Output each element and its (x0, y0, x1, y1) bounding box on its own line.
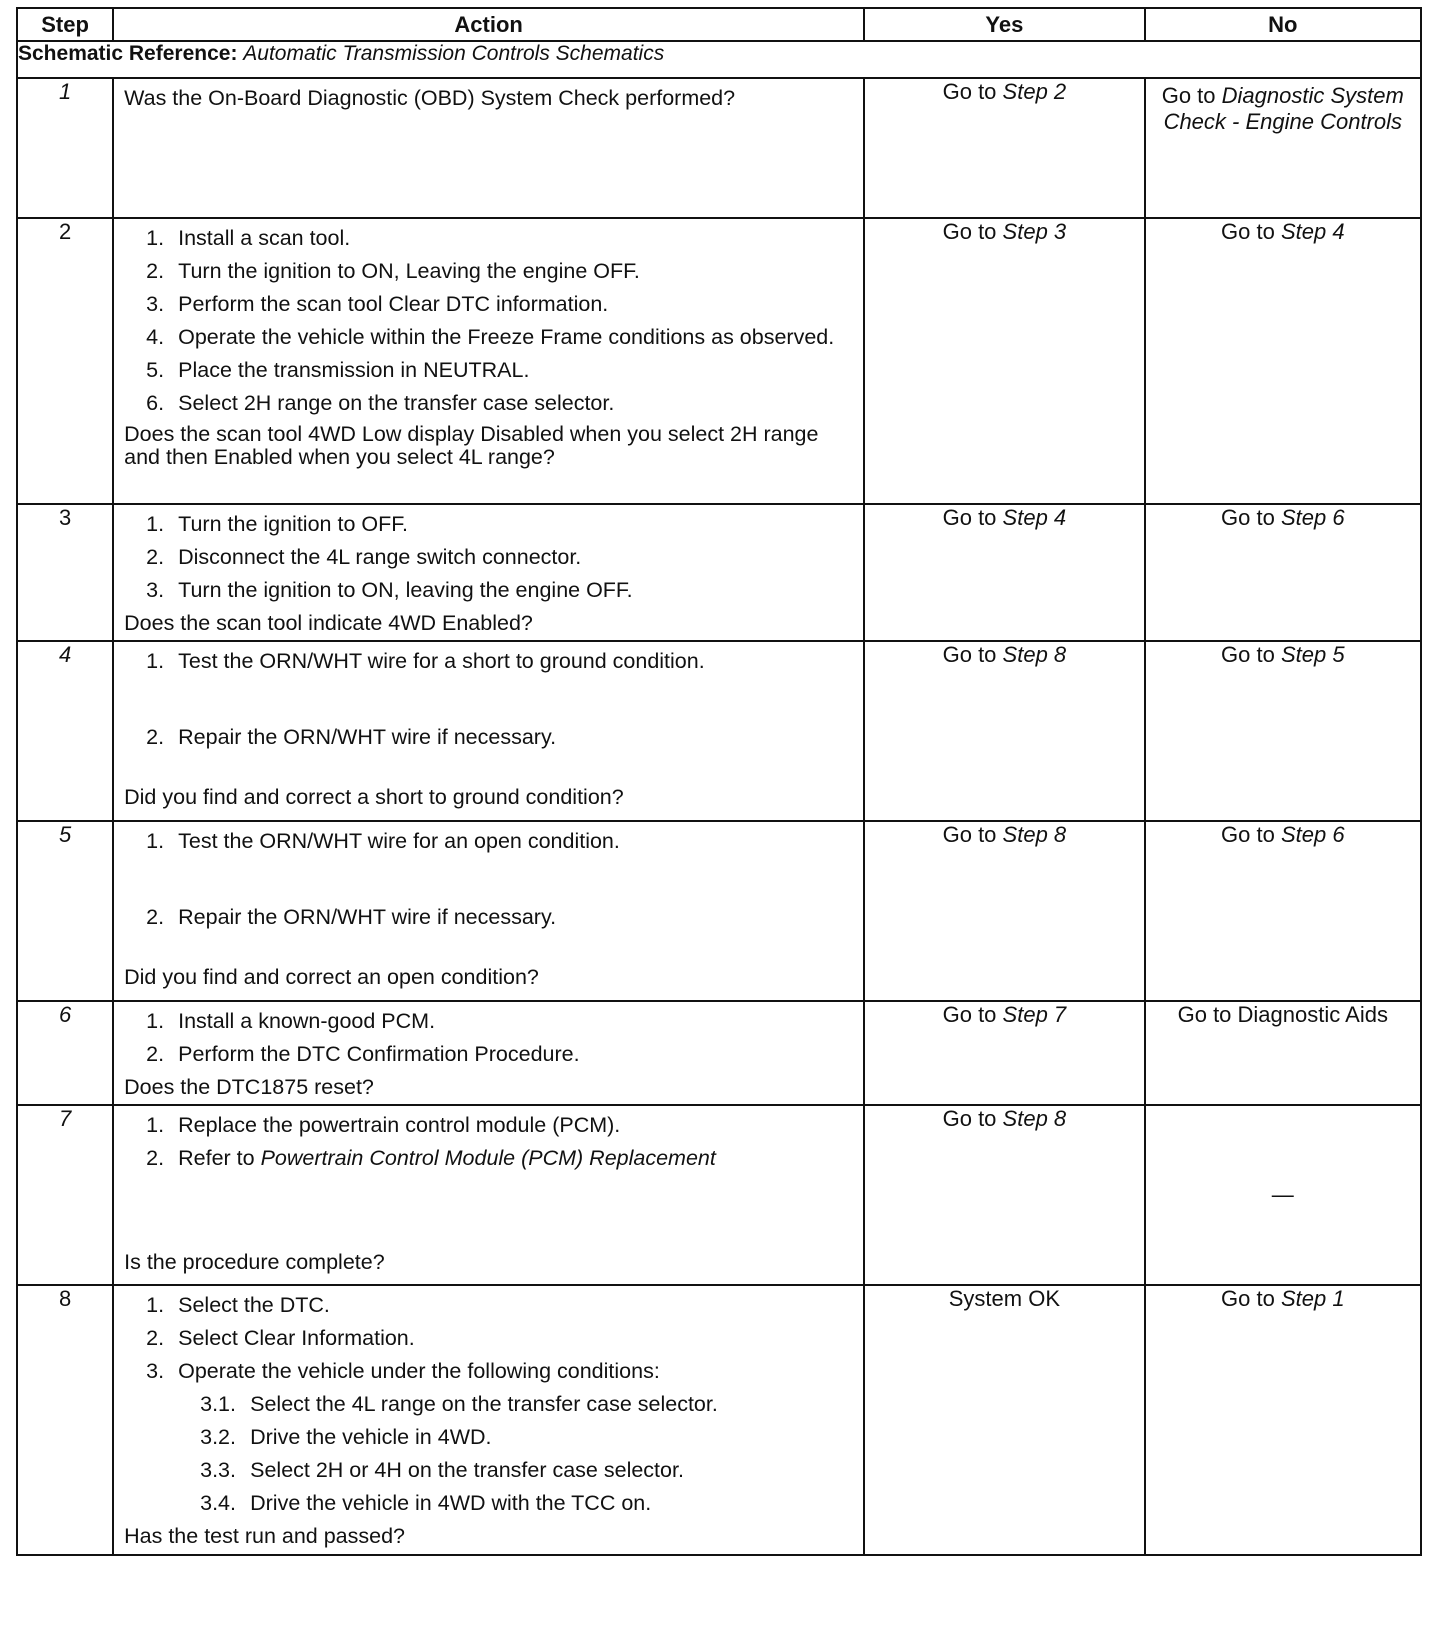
header-row (17, 8, 1421, 41)
list-item: 2. Repair the ORN/WHT wire if necessary. (146, 725, 557, 749)
yes-cell (864, 1285, 1144, 1555)
system-ok: System OK (948, 1286, 1060, 1311)
no-link[interactable]: Go to Diagnostic Aids (1177, 1002, 1388, 1027)
table-row (17, 78, 1421, 218)
yes-cell: Go to Step 7 (864, 1001, 1144, 1105)
yes-link[interactable]: Step 3 (1002, 219, 1067, 244)
no-link[interactable]: Step 6 (1280, 822, 1345, 847)
question: Does the DTC1875 reset? (124, 1075, 374, 1099)
list-item: 4. Operate the vehicle within the Freeze Frame conditions as observed. (146, 325, 835, 349)
no-cell: Go to Step 6 (1145, 504, 1421, 641)
no-cell: Go to Step 4 (1145, 218, 1421, 504)
yes-cell: Go to Step 8 (864, 641, 1144, 821)
table-row (17, 1285, 1421, 1555)
action-cell (113, 641, 864, 821)
list-item: 1. Install a known-good PCM. (146, 1009, 436, 1033)
list-item: 1. Turn the ignition to OFF. (146, 512, 408, 536)
yes-link[interactable]: Step 8 (1002, 1106, 1067, 1131)
yes-link[interactable]: Step 4 (1002, 505, 1067, 530)
schematic-link[interactable]: Automatic Transmission Controls Schematics (243, 42, 665, 65)
step-number: 5 (17, 821, 113, 1001)
step-number: 8 (17, 1285, 113, 1555)
question: Does the scan tool indicate 4WD Enabled? (124, 611, 533, 635)
no-link[interactable]: Step 4 (1280, 219, 1345, 244)
question: Does the scan tool 4WD Low display Disabled when you select 2H range and then Enabled when you select 4L range? (124, 422, 819, 469)
sub-list-item: 3.1. Select the 4L range on the transfer case selector. (200, 1392, 718, 1416)
no-cell: Go to Step 6 (1145, 821, 1421, 1001)
list-item: 1. Test the ORN/WHT wire for a short to ground condition. (146, 649, 705, 673)
table-row (17, 504, 1421, 641)
sub-list-item: 3.4. Drive the vehicle in 4WD with the TCC on. (200, 1491, 652, 1515)
action-cell (113, 1001, 864, 1105)
step-number: 3 (17, 504, 113, 641)
sub-list-item: 3.2. Drive the vehicle in 4WD. (200, 1425, 492, 1449)
step-number: 4 (17, 641, 113, 821)
question: Has the test run and passed? (124, 1524, 406, 1548)
step-number: 2 (17, 218, 113, 504)
list-item: 2. Perform the DTC Confirmation Procedure. (146, 1042, 580, 1066)
table-row (17, 821, 1421, 1001)
action-cell (113, 1285, 864, 1555)
no-cell (1145, 1105, 1421, 1285)
list-item: 3. Operate the vehicle under the following conditions: (146, 1359, 660, 1383)
schematic-row (17, 41, 1421, 78)
yes-cell: Go to Step 4 (864, 504, 1144, 641)
header-step: Step (17, 8, 113, 41)
no-dash: — (1271, 1182, 1294, 1207)
yes-link[interactable]: Step 8 (1002, 822, 1067, 847)
list-item: 2. Repair the ORN/WHT wire if necessary. (146, 905, 557, 929)
list-item: 2. Turn the ignition to ON, Leaving the engine OFF. (146, 259, 640, 283)
step-number: 1 (17, 78, 113, 218)
table-row (17, 1001, 1421, 1105)
action-cell (113, 218, 864, 504)
header-action: Action (113, 8, 864, 41)
list-item: 1. Install a scan tool. (146, 226, 351, 250)
no-cell: Go to Diagnostic System Check - Engine Controls (1145, 78, 1421, 218)
step-number: 6 (17, 1001, 113, 1105)
table-row (17, 1105, 1421, 1285)
pcm-replacement-link[interactable]: Powertrain Control Module (PCM) Replacement (260, 1146, 716, 1170)
yes-cell: Go to Step 2 (864, 78, 1144, 218)
sub-list-item: 3.3. Select 2H or 4H on the transfer case selector. (200, 1458, 684, 1482)
question: Did you find and correct a short to ground condition? (124, 785, 624, 809)
list-item: 2. Select Clear Information. (146, 1326, 415, 1350)
list-item: 3. Perform the scan tool Clear DTC information. (146, 292, 609, 316)
diagnostic-table (16, 7, 1422, 1556)
yes-cell: Go to Step 3 (864, 218, 1144, 504)
list-item: 2. Disconnect the 4L range switch connector. (146, 545, 582, 569)
no-link[interactable]: Step 5 (1280, 642, 1345, 667)
header-yes: Yes (864, 8, 1144, 41)
step-number: 7 (17, 1105, 113, 1285)
list-item: 6. Select 2H range on the transfer case selector. (146, 391, 615, 415)
schematic-reference (17, 41, 1421, 78)
yes-cell: Go to Step 8 (864, 821, 1144, 1001)
action-cell (113, 78, 864, 218)
list-item: 1. Test the ORN/WHT wire for an open condition. (146, 829, 620, 853)
action-cell (113, 504, 864, 641)
yes-link[interactable]: Step 8 (1002, 642, 1067, 667)
table-row (17, 641, 1421, 821)
no-link[interactable]: Step 1 (1280, 1286, 1345, 1311)
list-item: 2. Refer to Powertrain Control Module (PCM) Replacement (146, 1146, 716, 1170)
no-cell: Go to Step 5 (1145, 641, 1421, 821)
schematic-label: Schematic Reference: (18, 42, 238, 65)
action-cell (113, 1105, 864, 1285)
list-item: 1. Replace the powertrain control module (PCM). (146, 1113, 621, 1137)
action-cell (113, 821, 864, 1001)
list-item: 1. Select the DTC. (146, 1293, 330, 1317)
no-cell (1145, 1001, 1421, 1105)
list-item: 5. Place the transmission in NEUTRAL. (146, 358, 530, 382)
yes-cell: Go to Step 8 (864, 1105, 1144, 1285)
question: Is the procedure complete? (124, 1250, 385, 1274)
yes-link[interactable]: Step 7 (1002, 1002, 1067, 1027)
question: Was the On-Board Diagnostic (OBD) System Check performed? (124, 86, 736, 110)
no-cell: Go to Step 1 (1145, 1285, 1421, 1555)
table-row (17, 218, 1421, 504)
list-item: 3. Turn the ignition to ON, leaving the engine OFF. (146, 578, 633, 602)
question: Did you find and correct an open condition? (124, 965, 539, 989)
header-no: No (1145, 8, 1421, 41)
yes-link[interactable]: Step 2 (1002, 79, 1067, 104)
no-link[interactable]: Diagnostic System Check - Engine Controls (1163, 83, 1404, 134)
no-link[interactable]: Step 6 (1280, 505, 1345, 530)
